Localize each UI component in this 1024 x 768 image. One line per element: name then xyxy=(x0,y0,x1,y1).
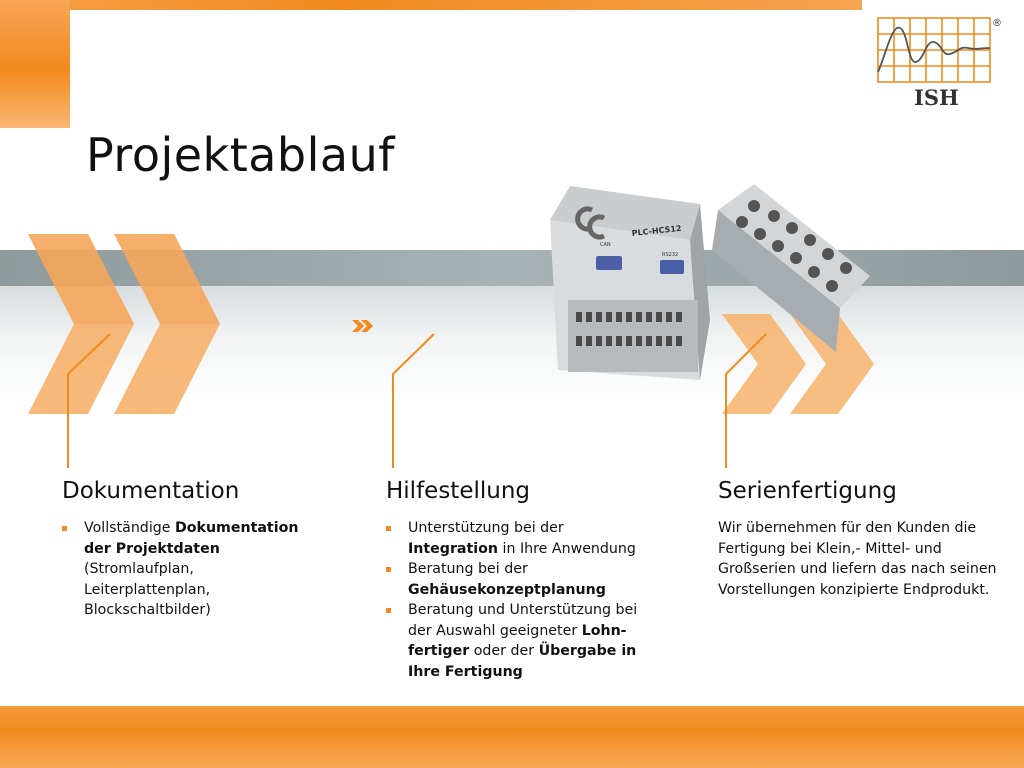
bullet-item: Unterstützung bei der Integration in Ihre Anwendung xyxy=(386,518,656,559)
column-heading: Hilfestellung xyxy=(386,478,531,504)
connector-line-2 xyxy=(393,334,434,468)
small-arrow-icon xyxy=(352,320,373,332)
bullet-item: Vollständige Dokumentation der Projektdaten (Stromlaufplan, Leiterplattenplan, Blockschaltbilder) xyxy=(62,518,312,621)
page-title: Projektablauf xyxy=(86,128,395,182)
bullet-icon xyxy=(62,526,67,531)
can-label: CAN xyxy=(600,242,611,248)
column-serienfertigung xyxy=(718,478,1008,600)
column-heading: Dokumentation xyxy=(62,478,240,504)
device-images xyxy=(540,180,870,380)
column-paragraph: Wir übernehmen für den Kunden die Fertigung bei Klein,- Mittel- und Großserien und liefern das nach seinen Vorstellungen konzipierte Endprodukt. xyxy=(718,520,997,598)
bullet-item: Beratung bei der Gehäusekonzeptplanung xyxy=(386,559,656,600)
bullet-icon xyxy=(386,608,391,613)
column-dokumentation xyxy=(62,478,352,621)
model-label: PLC-HCS12 xyxy=(631,223,682,238)
bullet-icon xyxy=(386,526,391,531)
column-hilfestellung xyxy=(386,478,676,682)
logo-text: ISH xyxy=(914,85,959,110)
bullet-item: Beratung und Unterstützung bei der Auswahl geeigneter Lohn-fertiger oder der Übergabe in Ihre Fertigung xyxy=(386,600,656,682)
chevron-left-1 xyxy=(28,234,134,414)
bullet-icon xyxy=(386,567,391,572)
plc-device-image xyxy=(550,186,710,380)
registered-mark: ® xyxy=(992,18,1002,29)
column-heading: Serienfertigung xyxy=(718,478,897,504)
rs-label: RS232 xyxy=(662,252,679,258)
connector-box-image xyxy=(712,184,870,352)
bullet-list xyxy=(62,518,312,621)
ish-logo xyxy=(874,14,1006,114)
bullet-list xyxy=(386,518,656,682)
